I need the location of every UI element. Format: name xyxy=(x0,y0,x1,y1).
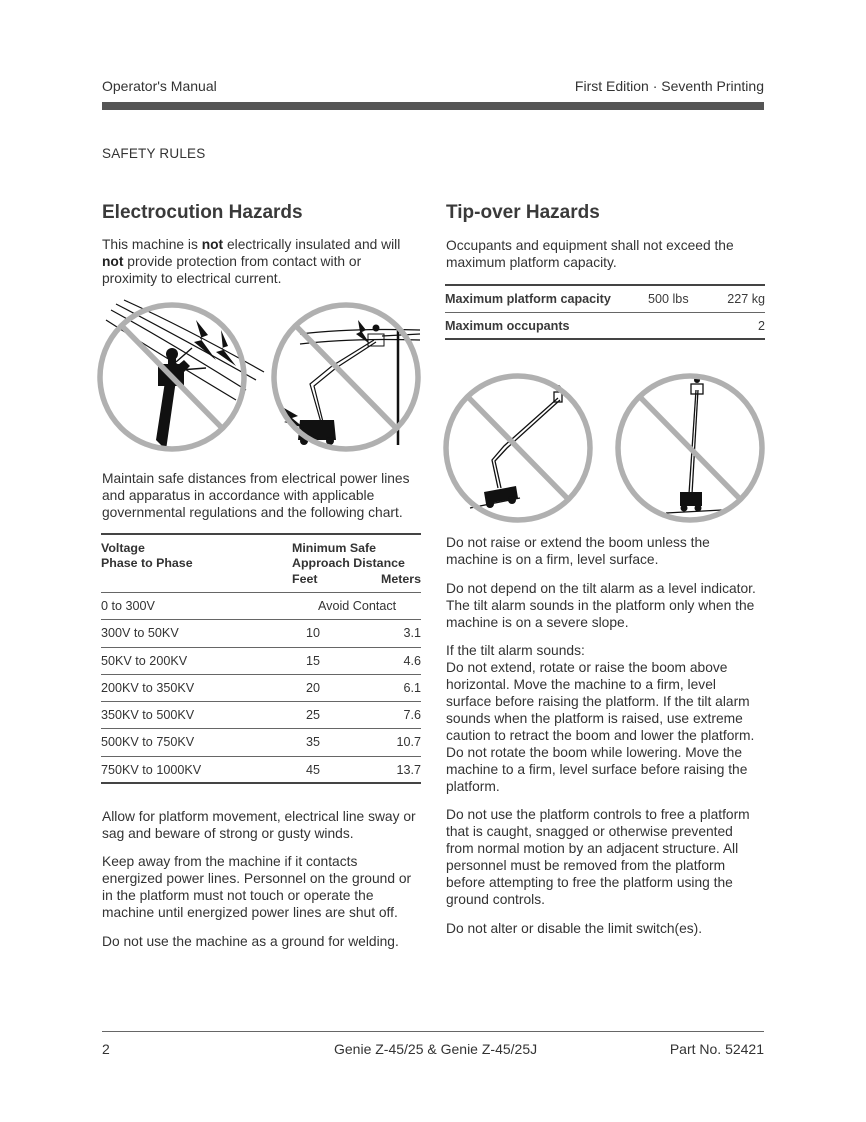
free-platform-warning: Do not use the platform controls to free a platform that is caught, snagged or otherwise prevented from normal motion by an adjacent structure. All personnel must be removed from the platform before attempting to free the platform using the ground controls. xyxy=(446,807,750,907)
electrocution-title: Electrocution Hazards xyxy=(102,202,303,223)
distance-feet: 35 xyxy=(306,735,321,750)
voltage-range: 500KV to 750KV xyxy=(101,735,195,750)
header-manual-title: Operator's Manual xyxy=(102,78,217,94)
col-voltage: Voltage xyxy=(101,541,145,555)
occupants-value: 2 xyxy=(757,319,765,333)
voltage-range: 0 to 300V xyxy=(101,599,155,613)
voltage-range: 300V to 50KV xyxy=(101,626,179,641)
distance-feet: 15 xyxy=(306,653,321,668)
footer-rule xyxy=(102,1031,764,1032)
col-phase: Phase to Phase xyxy=(101,556,193,570)
distance-meters: 4.6 xyxy=(403,653,421,668)
boom-fully-raised-prohibited-illustration xyxy=(612,370,772,526)
voltage-range: 750KV to 1000KV xyxy=(101,762,202,777)
keep-away-text: Keep away from the machine if it contacts energized power lines. Personnel on the ground or in the platform must not touch or operate the machine until energized power lines are shut off. xyxy=(102,854,412,920)
raise-boom-warning: Do not raise or extend the boom unless the machine is on a firm, level surface. xyxy=(446,535,710,567)
line-sway-text: Allow for platform movement, electrical line sway or sag and beware of strong or gusty winds. xyxy=(102,809,416,841)
distance-feet: 10 xyxy=(306,626,321,641)
distance-meters: 10.7 xyxy=(396,735,421,750)
table-row xyxy=(101,648,421,675)
capacity-table xyxy=(445,284,765,340)
table-row xyxy=(101,593,421,620)
section-label: SAFETY RULES xyxy=(102,146,206,161)
tilt-alarm-indicator-text: Do not depend on the tilt alarm as a level indicator. The tilt alarm sounds in the platform only when the machine is on a severe slope. xyxy=(446,581,756,630)
table-row xyxy=(445,313,765,340)
electrocution-distances-text: Maintain safe distances from electrical power lines and apparatus in accordance with applicable governmental regulations and the following chart. xyxy=(102,471,410,520)
voltage-range: 50KV to 200KV xyxy=(101,653,188,668)
voltage-range: 350KV to 500KV xyxy=(101,708,195,723)
distance-feet: 20 xyxy=(306,680,321,695)
table-row xyxy=(101,620,421,647)
page-number: 2 xyxy=(102,1041,110,1057)
footer-model: Genie Z-45/25 & Genie Z-45/25J xyxy=(334,1041,538,1057)
occupants-label: Maximum occupants xyxy=(445,319,570,333)
header-edition: First Edition · Seventh Printing xyxy=(574,78,764,94)
col-meters: Meters xyxy=(381,572,421,586)
welding-warning: Do not use the machine as a ground for welding. xyxy=(102,934,399,949)
limit-switch-warning: Do not alter or disable the limit switch(es). xyxy=(446,921,703,936)
distance-feet: 25 xyxy=(306,708,321,723)
table-row xyxy=(101,729,421,756)
capacity-lbs: 500 lbs xyxy=(648,292,689,306)
voltage-table-header xyxy=(101,535,421,593)
tipover-intro: Occupants and equipment shall not exceed the maximum platform capacity. xyxy=(446,238,734,270)
distance-meters: 3.1 xyxy=(403,626,421,641)
col-approach: Approach Distance xyxy=(292,556,405,570)
voltage-distance-table xyxy=(101,533,421,784)
capacity-label: Maximum platform capacity xyxy=(445,292,611,306)
col-min-safe: Minimum Safe xyxy=(292,541,376,555)
electrocution-intro: This machine is not electrically insulated and will not provide protection from contact with or proximity to electrical current. xyxy=(102,237,401,286)
boom-near-power-pole-prohibited-illustration xyxy=(270,300,430,450)
distance-feet: 45 xyxy=(306,762,321,777)
table-row xyxy=(445,286,765,313)
boom-on-slope-prohibited-illustration xyxy=(440,370,600,526)
tipover-title: Tip-over Hazards xyxy=(446,202,600,223)
table-row xyxy=(101,702,421,729)
col-feet: Feet xyxy=(292,572,318,586)
tilt-alarm-procedure-text: If the tilt alarm sounds: Do not extend, rotate or raise the boom above horizontal. Move the machine to a firm, level surface before raising the platform. If the tilt alarm sounds when the platform is raised, use extreme caution to retract the boom and lower the platform. Do not rotate the boom while lowering. Move the machine to a firm, level surface before raising the platform. xyxy=(446,643,755,794)
voltage-range: 200KV to 350KV xyxy=(101,680,195,695)
power-line-contact-prohibited-illustration xyxy=(96,300,282,460)
table-row xyxy=(101,757,421,784)
header-rule xyxy=(102,102,764,110)
capacity-kg: 227 kg xyxy=(727,292,765,306)
table-row xyxy=(101,675,421,702)
avoid-contact: Avoid Contact xyxy=(318,599,397,613)
footer-part-number: Part No. 52421 xyxy=(669,1041,764,1057)
distance-meters: 6.1 xyxy=(403,680,421,695)
distance-meters: 13.7 xyxy=(396,762,421,777)
distance-meters: 7.6 xyxy=(403,708,421,723)
